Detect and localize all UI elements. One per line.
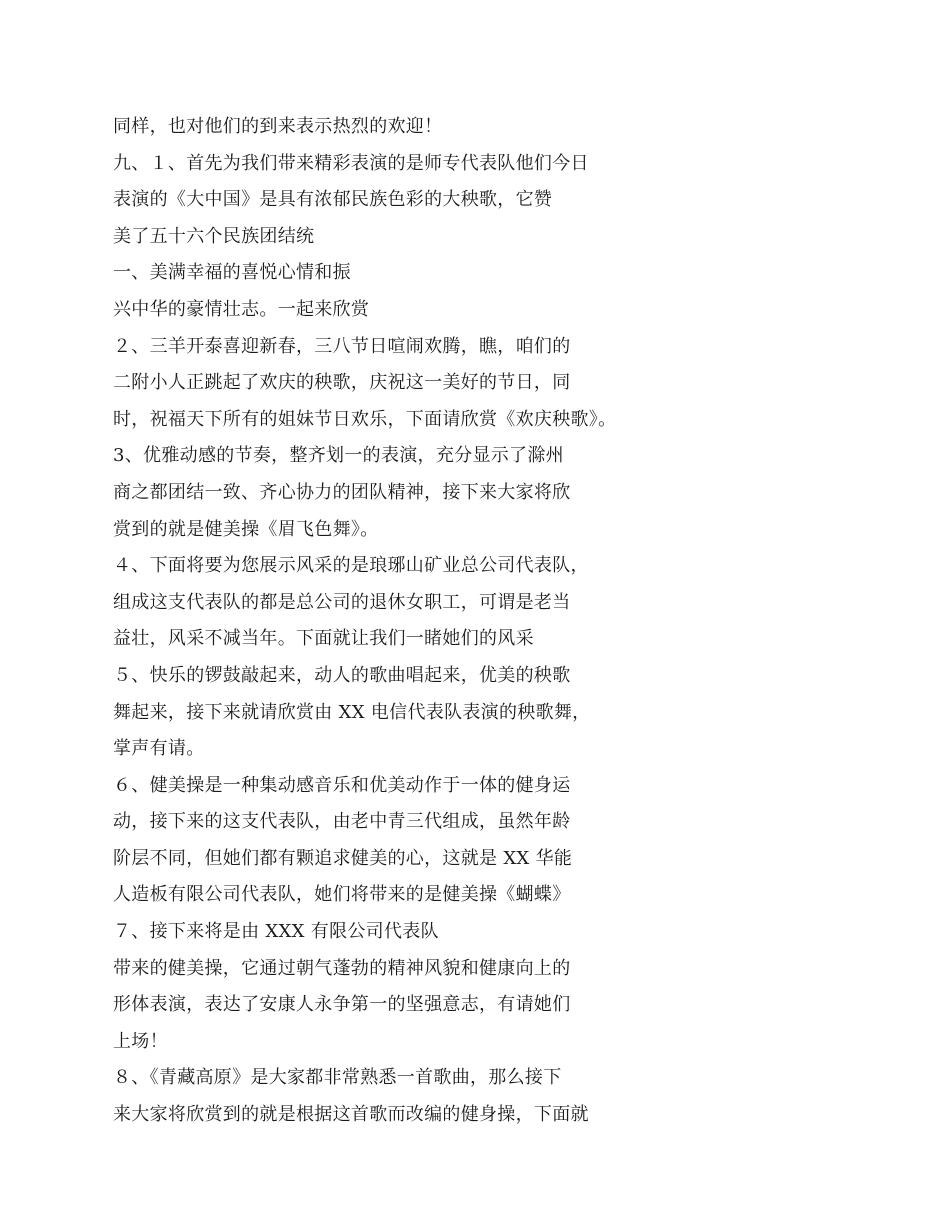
- text-line: ８、《青藏高原》是大家都非常熟悉一首歌曲，那么接下: [113, 1067, 562, 1089]
- text-line: 时，祝福天下所有的姐妹节日欢乐，下面请欣赏《欢庆秧歌》。: [113, 408, 617, 430]
- text-line: ６、健美操是一种集动感音乐和优美动作于一体的健身运: [113, 774, 571, 796]
- text-line: 美了五十六个民族团结统: [113, 225, 315, 247]
- text-line: 组成这支代表队的都是总公司的退休女职工，可谓是老当: [113, 591, 571, 613]
- text-line: 二附小人正跳起了欢庆的秧歌，庆祝这一美好的节日，同: [113, 372, 571, 394]
- body-text: [113, 109, 893, 1134]
- text-line: 同样，也对他们的到来表示热烈的欢迎！: [113, 116, 443, 137]
- text-line: 来大家将欣赏到的就是根据这首歌而改编的健身操，下面就: [113, 1104, 589, 1126]
- text-line: 掌声有请。: [113, 738, 205, 760]
- text-line: 上场！: [113, 1030, 168, 1052]
- text-line: 阶层不同，但她们都有颗追求健美的心，这就是 XX 华能: [113, 847, 573, 869]
- text-line: 形体表演，表达了安康人永争第一的坚强意志，有请她们: [113, 994, 571, 1016]
- text-line: 动，接下来的这支代表队，由老中青三代组成，虽然年龄: [113, 811, 571, 833]
- text-line: 人造板有限公司代表队，她们将带来的是健美操《蝴蝶》: [113, 884, 571, 906]
- text-line: 3、优雅动感的节奏，整齐划一的表演，充分显示了滁州: [113, 445, 564, 467]
- text-line: 兴中华的豪情壮志。一起来欣赏: [113, 298, 370, 320]
- text-line: 九、１、首先为我们带来精彩表演的是师专代表队他们今日: [113, 152, 589, 174]
- text-line: ５、快乐的锣鼓敲起来，动人的歌曲唱起来，优美的秧歌: [113, 664, 571, 686]
- text-line: 表演的《大中国》是具有浓郁民族色彩的大秧歌，它赞: [113, 189, 553, 211]
- text-line: 商之都团结一致、齐心协力的团队精神，接下来大家将欣: [113, 481, 571, 503]
- text-line: ４、下面将要为您展示风采的是琅琊山矿业总公司代表队，: [113, 555, 589, 577]
- text-line: ２、三羊开泰喜迎新春，三八节日喧闹欢腾，瞧，咱们的: [113, 335, 571, 357]
- text-line: 益壮，风采不减当年。下面就让我们一睹她们的风采: [113, 628, 534, 650]
- text-line: 赏到的就是健美操《眉飞色舞》。: [113, 518, 379, 540]
- text-line: 舞起来，接下来就请欣赏由 XX 电信代表队表演的秧歌舞，: [113, 701, 591, 723]
- text-line: 一、美满幸福的喜悦心情和振: [113, 262, 351, 284]
- text-line: ７、接下来将是由 XXX 有限公司代表队: [113, 921, 439, 943]
- text-line: 带来的健美操，它通过朝气蓬勃的精神风貌和健康向上的: [113, 957, 571, 979]
